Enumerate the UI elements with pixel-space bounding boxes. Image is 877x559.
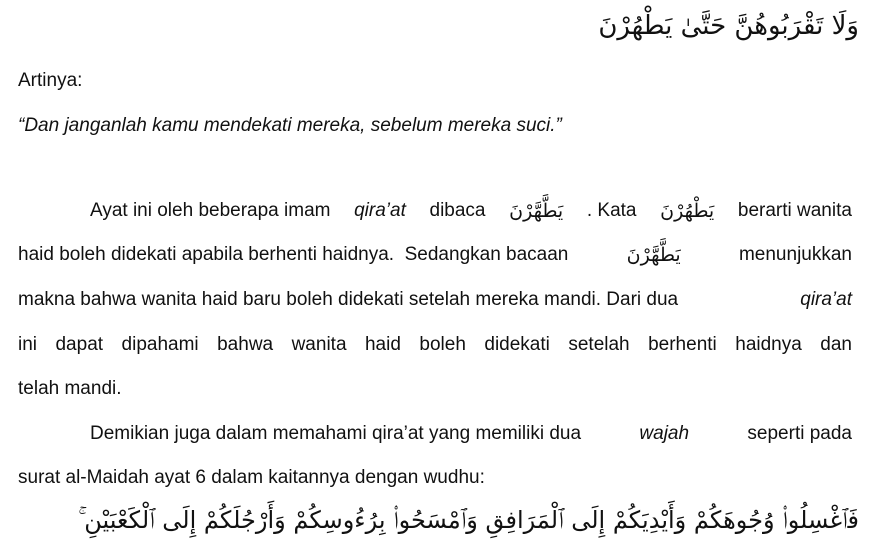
p1-l1-qiraat: qira’at <box>354 200 406 221</box>
translation-text <box>18 113 562 139</box>
p2-l1-wajah: wajah <box>639 423 690 444</box>
p1-l1-arabic-1: يَطَّهَّرْنَ <box>509 200 564 222</box>
p1-l2-text-b: menunjukkan <box>738 244 852 265</box>
p2-l1-text-c: seperti pada <box>747 423 852 444</box>
p1-l1-text-a: Ayat ini oleh beberapa imam <box>90 200 331 221</box>
p1-l3-qiraat: qira’at <box>800 289 852 310</box>
paragraph1-line3 <box>18 287 852 313</box>
p1-l2-text-a: haid boleh didekati apabila berhenti haidnya. Sedangkan bacaan <box>18 244 569 265</box>
p1-l1-text-d: . Kata <box>586 200 637 221</box>
paragraph1-line1 <box>90 198 852 224</box>
p1-l1-text-e: berarti wanita <box>737 200 852 221</box>
paragraph1-line4: ini dapat dipahami bahwa wanita haid boleh didekati setelah berhenti haidnya dan <box>18 334 852 355</box>
translation-label: Artinya: <box>18 70 83 91</box>
p1-l1-arabic-2: يَطْهُرْنَ <box>660 200 715 222</box>
p1-l2-arabic: يَطَّهَّرْنَ <box>626 244 681 266</box>
paragraph1-line5: telah mandi. <box>18 378 122 399</box>
paragraph1-line2 <box>18 242 852 268</box>
translation-quote: “Dan janganlah kamu mendekati mereka, sebelum mereka suci.” <box>18 115 562 136</box>
p1-l1-text-c: dibaca <box>429 200 486 221</box>
paragraph2-line2: surat al-Maidah ayat 6 dalam kaitannya dengan wudhu: <box>18 467 485 488</box>
p2-l1-text-a: Demikian juga dalam memahami qira’at yang memiliki dua <box>90 423 582 444</box>
arabic-verse-top: وَلَا تَقْرَبُوهُنَّ حَتَّىٰ يَطْهُرْنَ <box>598 11 859 41</box>
paragraph2-line1 <box>90 421 852 447</box>
p1-l3-text-a: makna bahwa wanita haid baru boleh didekati setelah mereka mandi. Dari dua <box>18 289 679 310</box>
arabic-verse-bottom: فَٱغْسِلُوا۟ وُجُوهَكُمْ وَأَيْدِيَكُمْ إِلَى ٱلْمَرَافِقِ وَٱمْسَحُوا۟ بِرُءُوسِكُمْ وَأَرْجُلَكُمْ إِلَى ٱلْكَعْبَيْنِ ۚ <box>78 506 859 534</box>
